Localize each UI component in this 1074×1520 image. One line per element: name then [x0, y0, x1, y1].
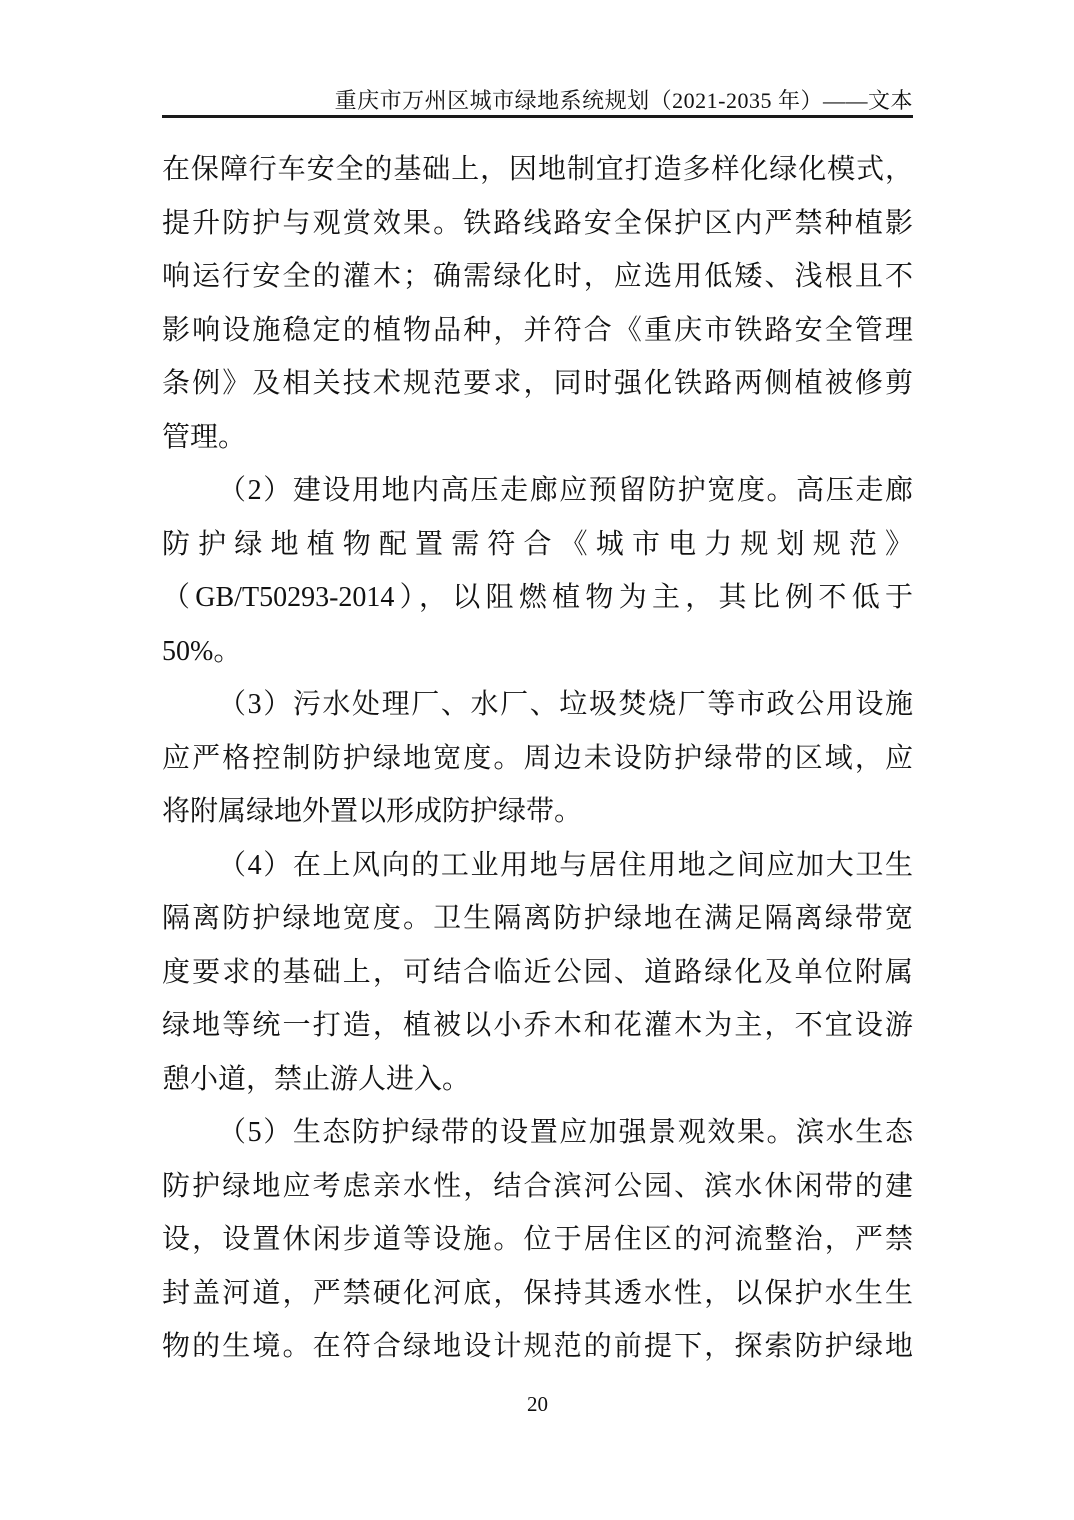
body-line: 绿地等统一打造，植被以小乔木和花灌木为主，不宜设游	[162, 1010, 913, 1041]
body-line: 将附属绿地外置以形成防护绿带。	[162, 796, 583, 827]
page-header: 重庆市万州区城市绿地系统规划（2021-2035 年）——文本	[334, 88, 913, 113]
body-line: 封盖河道，严禁硬化河底，保持其透水性，以保护水生生	[162, 1277, 913, 1309]
body-line: （GB/T50293-2014），以阻燃植物为主，其比例不低于	[162, 582, 913, 613]
body-line: 条例》及相关技术规范要求，同时强化铁路两侧植被修剪	[162, 368, 913, 399]
body-text	[162, 143, 913, 1374]
body-line: 物的生境。在符合绿地设计规范的前提下，探索防护绿地	[162, 1331, 913, 1362]
page-number: 20	[527, 1392, 548, 1416]
body-line: 设，设置休闲步道等设施。位于居住区的河流整治，严禁	[162, 1224, 913, 1255]
body-line: 响运行安全的灌木；确需绿化时，应选用低矮、浅根且不	[162, 261, 913, 292]
body-line: 防护绿地植物配置需符合《城市电力规划规范》	[162, 528, 913, 560]
body-line: （2）建设用地内高压走廊应预留防护宽度。高压走廊	[218, 475, 913, 506]
body-line: 在保障行车安全的基础上，因地制宜打造多样化绿化模式，	[162, 154, 913, 185]
body-line: 防护绿地应考虑亲水性，结合滨河公园、滨水休闲带的建	[162, 1170, 913, 1202]
body-line: 度要求的基础上，可结合临近公园、道路绿化及单位附属	[162, 956, 913, 988]
body-line: 管理。	[162, 421, 247, 453]
body-line: 隔离防护绿地宽度。卫生隔离防护绿地在满足隔离绿带宽	[162, 903, 913, 934]
body-line: 提升防护与观赏效果。铁路线路安全保护区内严禁种植影	[162, 207, 913, 239]
body-line: （3）污水处理厂、水厂、垃圾焚烧厂等市政公用设施	[218, 689, 913, 720]
body-line: 影响设施稳定的植物品种，并符合《重庆市铁路安全管理	[162, 314, 913, 346]
body-line: （4）在上风向的工业用地与居住用地之间应加大卫生	[218, 849, 913, 881]
body-line: 憩小道，禁止游人进入。	[162, 1063, 471, 1095]
body-line: 50%。	[162, 635, 242, 667]
body-line: 应严格控制防护绿地宽度。周边未设防护绿带的区域，应	[162, 742, 913, 774]
header-rule	[162, 115, 913, 118]
body-line: （5）生态防护绿带的设置应加强景观效果。滨水生态	[218, 1117, 913, 1148]
